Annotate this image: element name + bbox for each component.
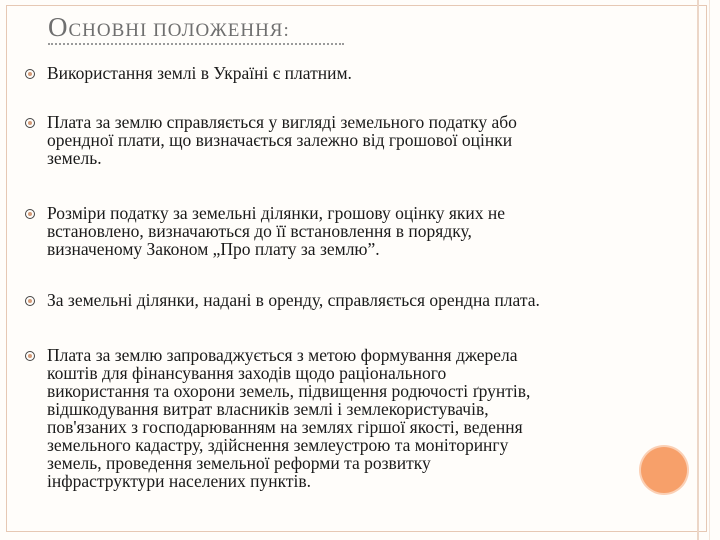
right-decor-rule-thin — [709, 0, 710, 540]
right-decor-rule — [697, 0, 699, 540]
bullet-text: Плата за землю запроваджується з метою формування джерела коштів для фінансування заходів щодо раціонального використання та охорони земель, підвищення родючості ґрунтів, відшкодування витрат власників землі і землекористувачів, пов'язаних з господарюванням на землях гіршої якості, ведення земельного кадастру, здійснення землеустрою та моніторингу земель, проведення земельної реформи та розвитку інфраструктури населених пунктів. — [47, 345, 531, 491]
bullet-icon — [25, 296, 35, 306]
bullet-text: Розміри податку за земельні ділянки, грошову оцінку яких не встановлено, визначаються до її встановлення в порядку, визначеному Законом „Про плату за землю”. — [47, 203, 506, 259]
bullet-icon — [25, 118, 35, 128]
page-title — [48, 12, 290, 46]
bullet-text: Плата за землю справляється у вигляді земельного податку або орендної плати, що визначається залежно від грошової оцінки земель. — [47, 112, 517, 168]
decorative-orange-circle — [641, 447, 687, 493]
bullet-icon — [25, 351, 35, 361]
bullet-text: Використання землі в Україні є платним. — [47, 63, 352, 83]
title-underline — [48, 43, 344, 45]
bullet-text: За земельні ділянки, надані в оренду, справляється орендна плата. — [47, 290, 540, 310]
title-rest: СНОВНІ ПОЛОЖЕННЯ: — [68, 20, 290, 41]
bullet-icon — [25, 69, 35, 79]
title-first-letter: О — [48, 12, 69, 42]
bullet-icon — [25, 209, 35, 219]
